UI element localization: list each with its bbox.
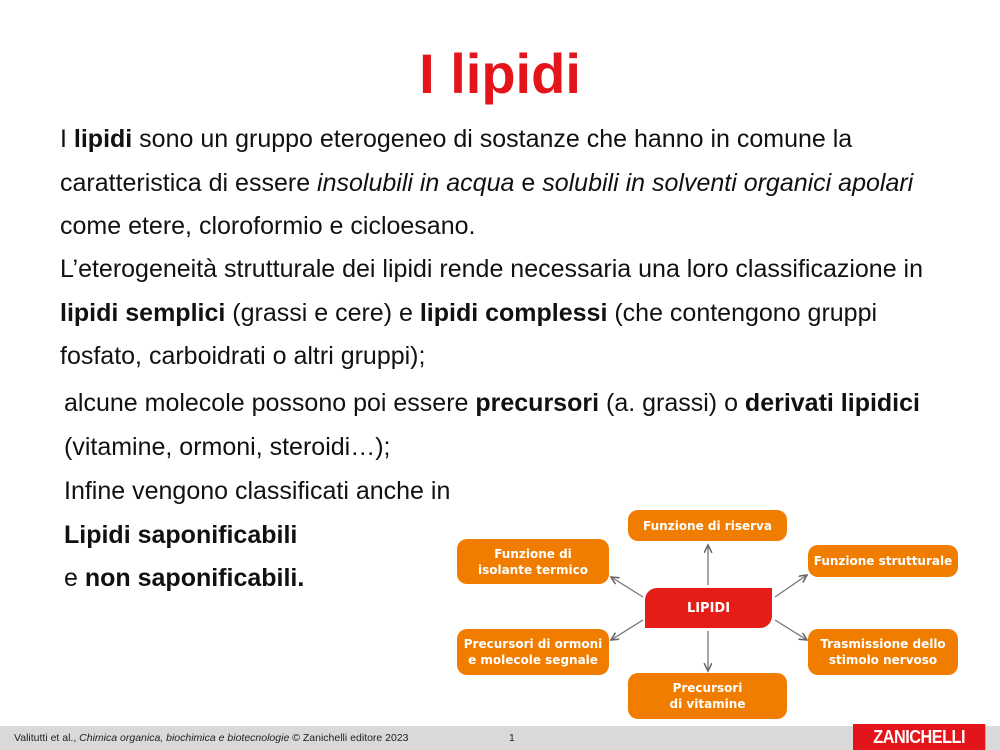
node-precursori-ormoni: Precursori di ormoni e molecole segnale	[457, 629, 609, 675]
paragraph-definition: I lipidi sono un gruppo eterogeneo di sostanze che hanno in comune la caratteristica di essere insolubili in acqua e solubili in solventi organici apolari come etere, cloroformio e cicloesano.	[60, 125, 914, 240]
node-precursori-vitamine: Precursori di vitamine	[628, 673, 787, 719]
paragraph-classification: L’eterogeneità strutturale dei lipidi rende necessaria una loro classificazione in lipidi semplici (grassi e cere) e lipidi complessi (che contengono gruppi fosfato, carboidrati o altri gruppi);	[60, 255, 924, 370]
node-funzione-strutturale: Funzione strutturale	[808, 545, 958, 577]
zanichelli-logo: ZANICHELLI	[853, 724, 985, 750]
page-number: 1	[509, 732, 515, 744]
footer-citation: Valitutti et al., Chimica organica, biochimica e biotecnologie © Zanichelli editore 2023	[14, 732, 409, 744]
paragraph-saponification: Infine vengono classificati anche in Lipidi saponificabili e non saponificabili.	[64, 477, 451, 592]
node-funzione-riserva: Funzione di riserva	[628, 510, 787, 541]
paragraph-precursors: alcune molecole possono poi essere precursori (a. grassi) o derivati lipidici (vitamine, ormoni, steroidi…);	[64, 389, 920, 461]
node-trasmissione-stimolo: Trasmissione dello stimolo nervoso	[808, 629, 958, 675]
center-node-lipidi: LIPIDI	[645, 588, 772, 628]
lipid-functions-diagram	[455, 505, 960, 723]
slide-title: I lipidi	[419, 42, 581, 105]
footer-bar	[0, 726, 1000, 750]
term-lipidi: lipidi	[73, 125, 133, 153]
node-isolante-termico: Funzione di isolante termico	[457, 539, 609, 584]
